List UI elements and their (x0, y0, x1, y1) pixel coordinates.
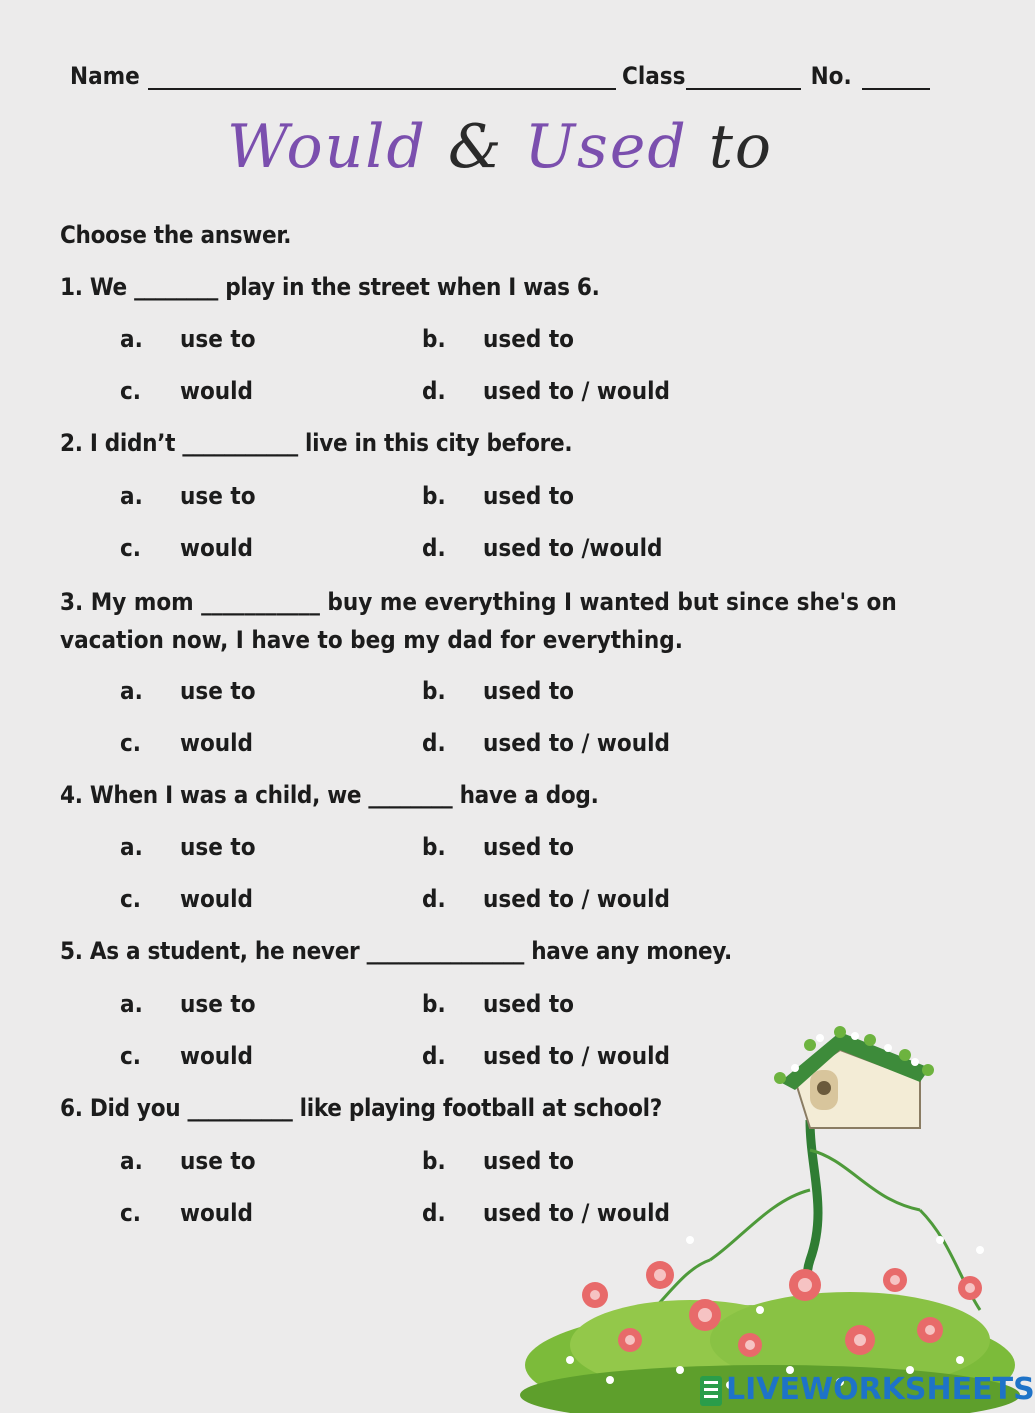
option-letter: b. (422, 990, 446, 1018)
option-a[interactable]: use to (180, 990, 256, 1018)
option-c[interactable]: would (180, 377, 254, 405)
option-b[interactable]: used to (483, 677, 575, 705)
option-a[interactable]: use to (180, 325, 256, 353)
option-c[interactable]: would (180, 1042, 254, 1070)
class-label: Class (622, 62, 686, 90)
option-letter: b. (422, 833, 446, 861)
option-letter: d. (422, 885, 446, 913)
question-2-text: 2. I didn’t ___________ live in this city before. (60, 429, 573, 457)
option-d[interactable]: used to /would (483, 534, 663, 562)
option-letter: a. (120, 1147, 143, 1175)
option-c[interactable]: would (180, 534, 254, 562)
option-letter: c. (120, 729, 141, 757)
name-label: Name (70, 62, 140, 90)
option-letter: d. (422, 729, 446, 757)
option-c[interactable]: would (180, 729, 254, 757)
option-letter: b. (422, 325, 446, 353)
option-letter: d. (422, 377, 446, 405)
liveworksheets-logo-icon (700, 1376, 722, 1406)
option-letter: d. (422, 534, 446, 562)
option-letter: b. (422, 677, 446, 705)
option-d[interactable]: used to / would (483, 885, 670, 913)
option-c[interactable]: would (180, 885, 254, 913)
option-letter: c. (120, 885, 141, 913)
option-b[interactable]: used to (483, 482, 575, 510)
option-b[interactable]: used to (483, 325, 575, 353)
option-letter: a. (120, 325, 143, 353)
option-letter: b. (422, 482, 446, 510)
option-letter: c. (120, 1199, 141, 1227)
option-letter: d. (422, 1199, 446, 1227)
option-letter: a. (120, 833, 143, 861)
instructions: Choose the answer. (60, 221, 292, 249)
option-d[interactable]: used to / would (483, 1042, 670, 1070)
option-b[interactable]: used to (483, 990, 575, 1018)
question-6-text: 6. Did you __________ like playing football at school? (60, 1094, 662, 1122)
question-3-text: 3. My mom ___________ buy me everything I wanted but since she's on vacation now, I have to beg my dad for everything. (60, 588, 897, 654)
option-letter: c. (120, 1042, 141, 1070)
class-field[interactable] (686, 62, 801, 90)
student-info-header (70, 62, 930, 90)
page-title (0, 112, 1000, 182)
option-d[interactable]: used to / would (483, 377, 670, 405)
title-to: to (687, 112, 774, 182)
option-letter: d. (422, 1042, 446, 1070)
no-label: No. (810, 62, 852, 90)
garden-birdhouse-illustration (510, 1010, 1000, 1413)
question-5-text: 5. As a student, he never _______________ have any money. (60, 937, 732, 965)
option-d[interactable]: used to / would (483, 1199, 670, 1227)
option-letter: a. (120, 482, 143, 510)
option-letter: b. (422, 1147, 446, 1175)
option-b[interactable]: used to (483, 833, 575, 861)
title-used: Used (524, 112, 688, 182)
option-letter: a. (120, 677, 143, 705)
option-a[interactable]: use to (180, 833, 256, 861)
liveworksheets-brand: LIVEWORKSHEETS (726, 1372, 1035, 1407)
option-c[interactable]: would (180, 1199, 254, 1227)
option-letter: c. (120, 534, 141, 562)
option-a[interactable]: use to (180, 482, 256, 510)
title-ampersand: & (426, 112, 525, 182)
option-letter: a. (120, 990, 143, 1018)
title-would: Would (226, 112, 427, 182)
option-b[interactable]: used to (483, 1147, 575, 1175)
option-d[interactable]: used to / would (483, 729, 670, 757)
option-a[interactable]: use to (180, 677, 256, 705)
question-1-text: 1. We ________ play in the street when I was 6. (60, 273, 600, 301)
question-4-text: 4. When I was a child, we ________ have a dog. (60, 781, 599, 809)
option-letter: c. (120, 377, 141, 405)
no-field[interactable] (862, 62, 930, 90)
name-field[interactable] (148, 62, 616, 90)
option-a[interactable]: use to (180, 1147, 256, 1175)
